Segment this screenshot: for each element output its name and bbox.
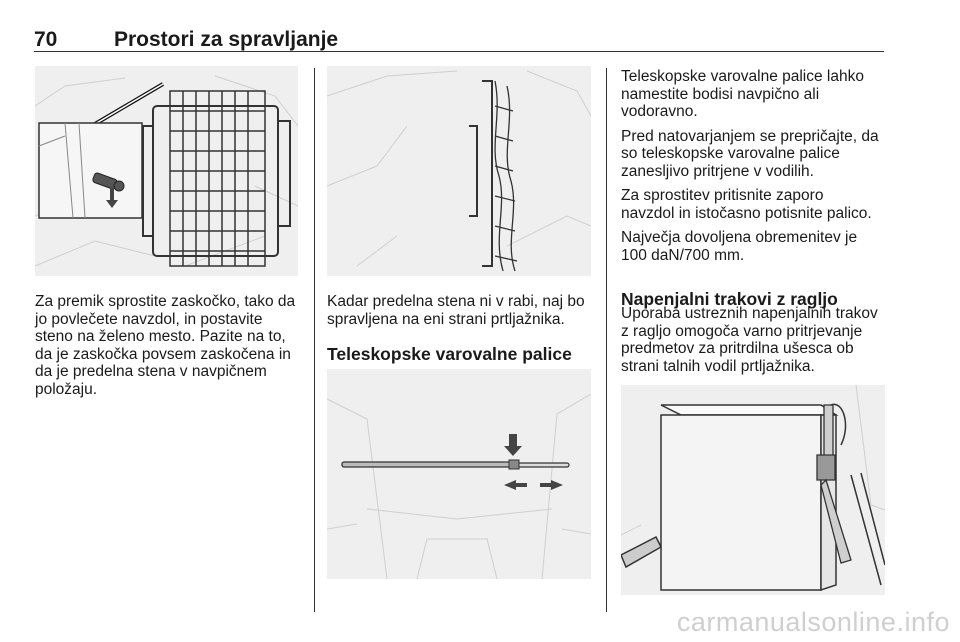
col3-line: Za sprostitev pritisnite zaporo [621, 187, 824, 204]
col3-paragraphs [621, 68, 896, 271]
partition-net-stowed-illustration [327, 66, 591, 276]
col3-line: Pred natovarjanjem se prepričajte, da [621, 127, 879, 145]
col3-line: navzdol in istočasno potisnite palico. [621, 204, 872, 222]
col1-line: steno na želeno mesto. Pazite na to, [35, 328, 286, 345]
partition-net-latch-illustration [35, 66, 298, 276]
col1-line: da je zaskočka povsem zaskočena in [35, 345, 291, 363]
col3-paragraph [621, 187, 896, 222]
col3-line: Uporaba ustreznih napenjalnih trakov [621, 305, 878, 322]
col2-line: spravljena na eni strani prtljažnika. [327, 310, 565, 328]
col3-line: strani talnih vodil prtljažnika. [621, 357, 815, 375]
col3-line: zanesljivo pritrjene v vodilih. [621, 162, 814, 180]
telescopic-bar-illustration [327, 369, 591, 579]
col1-line: da je predelna stena v navpičnem [35, 363, 267, 380]
col3-line: z ragljo omogoča varno pritrjevanje [621, 322, 863, 340]
page-title: Prostori za spravljanje [114, 28, 339, 51]
col3-line: Teleskopske varovalne palice lahko [621, 68, 864, 85]
figure-ratchet-strap [621, 385, 885, 595]
col3-line: so teleskopske varovalne palice [621, 145, 840, 162]
col1-paragraph [35, 293, 305, 398]
col3-paragraph [621, 128, 896, 181]
figure-telescopic-bar [327, 369, 591, 579]
figure-partition-net-stowed [327, 66, 591, 276]
col3-paragraph [621, 68, 896, 121]
page-number: 70 [34, 28, 58, 51]
figure-partition-net-latch [35, 66, 298, 276]
col1-line: položaju. [35, 380, 98, 398]
watermark: carmanualsonline.info [676, 607, 950, 637]
col3-heading-ratchet-straps: Napenjalni trakovi z ragljo [621, 289, 838, 309]
col3-line: predmetov za pritrdilna ušesca ob [621, 340, 854, 357]
col2-line: Kadar predelna stena ni v rabi, naj bo [327, 293, 585, 310]
column-divider-right [606, 68, 607, 612]
col2-paragraph [327, 293, 599, 328]
column-divider-left [314, 68, 315, 612]
col3-line: 100 daN/700 mm. [621, 246, 745, 264]
col3-paragraph-ratchet [621, 305, 896, 375]
page-header [34, 16, 884, 52]
col3-line: vodoravno. [621, 103, 698, 120]
col3-paragraph [621, 229, 896, 264]
col3-line: namestite bodisi navpično ali [621, 85, 820, 103]
col1-line: Za premik sprostite zaskočko, tako da [35, 293, 296, 310]
col3-line: Največja dovoljena obremenitev je [621, 229, 858, 246]
ratchet-strap-illustration [621, 385, 885, 595]
col1-line: jo povlečete navzdol, in postavite [35, 310, 263, 328]
col2-heading-telescopic-bars: Teleskopske varovalne palice [327, 344, 572, 364]
